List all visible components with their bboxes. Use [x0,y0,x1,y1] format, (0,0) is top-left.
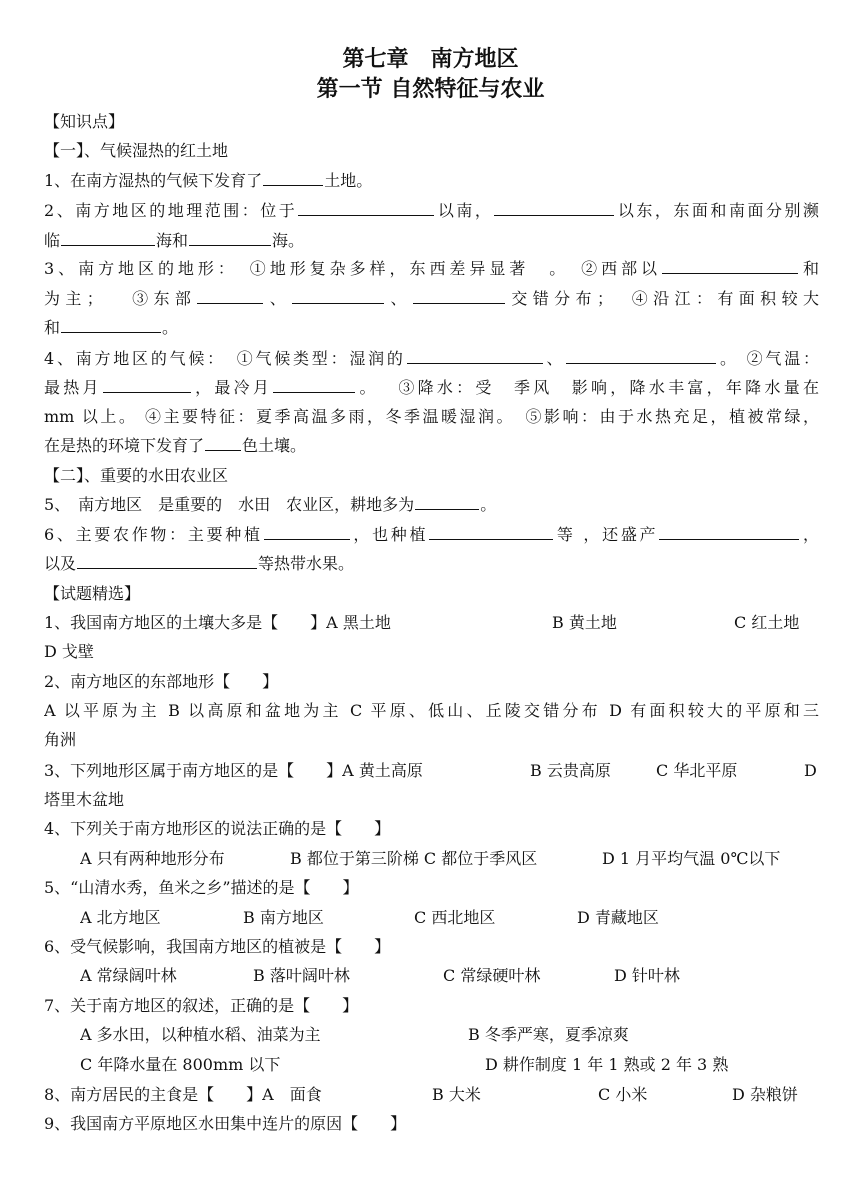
fill-blank[interactable] [103,391,191,393]
section-one-heading: 【一】、气候湿热的红土地 [44,141,229,160]
fill-blank[interactable] [429,538,553,540]
fill-blank[interactable] [662,272,798,274]
knowledge-item-4: 4、南方地区的气候： ①气候类型：湿润的 、 。 ②气温： [44,349,819,368]
option-d[interactable]: D 青藏地区 [577,908,659,927]
option-b[interactable]: B 冬季严寒，夏季凉爽 [468,1025,629,1044]
option-b[interactable]: B 大米 [432,1085,481,1104]
question-6-options [80,965,820,987]
option-b[interactable]: B 云贵高原 [530,761,611,780]
option-b[interactable]: B 落叶阔叶林 [253,966,350,985]
question-2-options[interactable]: A 以平原为主 B 以高原和盆地为主 C 平原、低山、丘陵交错分布 D 有面积较大的平原和三 [44,701,819,720]
exercise-header: 【试题精选】 [44,584,141,603]
option-a[interactable]: A 常绿阔叶林 [80,966,177,985]
knowledge-item-3-cont2: 和 。 [44,318,179,337]
chapter-title: 第七章 南方地区 [342,47,519,72]
option-c[interactable]: C 年降水量在 800mm 以下 [80,1055,281,1074]
option-a[interactable]: A 北方地区 [80,908,161,927]
question-9: 9、我国南方平原地区水田集中连片的原因【 】 [44,1114,407,1133]
fill-blank[interactable] [61,331,161,333]
option-b-c[interactable]: B 都位于第三阶梯 C 都位于季风区 [290,849,538,868]
knowledge-item-3: 3、南方地区的地形： ①地形复杂多样，东西差异显著 。 ②西部以 和 [44,259,819,278]
option-d[interactable]: D 针叶林 [614,966,680,985]
knowledge-item-2: 2、南方地区的地理范围：位于 以南， 以东，东面和南面分别濒 [44,201,819,220]
fill-blank[interactable] [298,214,434,216]
fill-blank[interactable] [415,508,479,510]
knowledge-item-4-cont3: 在是热的环境下发育了 色土壤。 [44,436,307,455]
knowledge-item-3-cont: 为主； ③东部 、 、 交错分布； ④沿江：有面积较大 [44,289,819,308]
question-4-options [80,848,820,870]
fill-blank[interactable] [407,362,543,364]
knowledge-item-5: 5、 南方地区 是重要的 水田 农业区，耕地多为 。 [44,495,497,514]
question-8: 8、南方居民的主食是【 】A 面食 B 大米 C 小米 D 杂粮饼 [44,1085,798,1104]
question-5-options [80,907,820,929]
option-d[interactable]: D 1 月平均气温 0℃以下 [602,849,781,868]
fill-blank[interactable] [264,538,350,540]
option-c[interactable]: C 西北地区 [414,908,496,927]
option-a[interactable]: A 只有两种地形分布 [80,849,225,868]
option-c[interactable]: C 小米 [598,1085,648,1104]
knowledge-item-6: 6、主要农作物：主要种植 ，也种植 等 ，还盛产 ， [44,525,819,544]
option-b[interactable]: B 南方地区 [243,908,324,927]
knowledge-header: 【知识点】 [44,112,125,131]
option-c[interactable]: C 红土地 [734,613,800,632]
option-d[interactable]: D [804,761,817,780]
knowledge-item-1: 1、在南方湿热的气候下发育了 土地。 [44,171,373,190]
fill-blank[interactable] [273,391,355,393]
question-1-cont [44,641,819,663]
option-c[interactable]: C 华北平原 [656,761,738,780]
knowledge-item-4-cont2: mm 以上。 ④主要特征：夏季高温多雨，冬季温暖湿润。 ⑤影响：由于水热充足，植被常绿， [44,407,819,426]
question-5: 5、“山清水秀，鱼米之乡”描述的是【 】 [44,878,359,897]
fill-blank[interactable] [77,567,257,569]
question-7: 7、关于南方地区的叙述，正确的是【 】 [44,996,359,1015]
fill-blank[interactable] [292,302,384,304]
fill-blank[interactable] [189,244,271,246]
section-two-heading: 【二】、重要的水田农业区 [44,466,229,485]
option-d[interactable]: D 杂粮饼 [732,1085,798,1104]
question-3: 3、下列地形区属于南方地区的是【 】A 黄土高原 B 云贵高原 C 华北平原 D [44,761,817,780]
fill-blank[interactable] [494,214,614,216]
question-2: 2、南方地区的东部地形【 】 [44,672,279,691]
question-2-cont: 角洲 [44,730,77,749]
question-6: 6、受气候影响，我国南方地区的植被是【 】 [44,937,391,956]
option-b[interactable]: B 黄土地 [552,613,617,632]
fill-blank[interactable] [205,449,241,451]
question-3-cont: 塔里木盆地 [44,790,125,809]
fill-blank[interactable] [263,184,323,186]
knowledge-item-2-cont: 临 海和 海。 [44,231,305,250]
question-1: 1、我国南方地区的土壤大多是【 】A 黑土地 B 黄土地 C 红土地 [44,613,800,632]
knowledge-item-6-cont: 以及 等热带水果。 [44,554,355,573]
option-c[interactable]: C 常绿硬叶林 [443,966,541,985]
fill-blank[interactable] [413,302,505,304]
option-d[interactable]: D 戈壁 [44,642,94,661]
question-4: 4、下列关于南方地形区的说法正确的是【 】 [44,819,391,838]
fill-blank[interactable] [659,538,799,540]
section-title: 第一节 自然特征与农业 [316,77,545,102]
option-a[interactable]: A 多水田，以种植水稻、油菜为主 [80,1025,321,1044]
fill-blank[interactable] [197,302,263,304]
question-7-options-1 [80,1024,820,1046]
fill-blank[interactable] [61,244,155,246]
option-d[interactable]: D 耕作制度 1 年 1 熟或 2 年 3 熟 [485,1055,729,1074]
question-7-options-2 [80,1054,820,1076]
fill-blank[interactable] [566,362,716,364]
knowledge-item-4-cont: 最热月 ，最冷月 。 ③降水：受 季风 影响，降水丰富，年降水量在 [44,378,819,397]
